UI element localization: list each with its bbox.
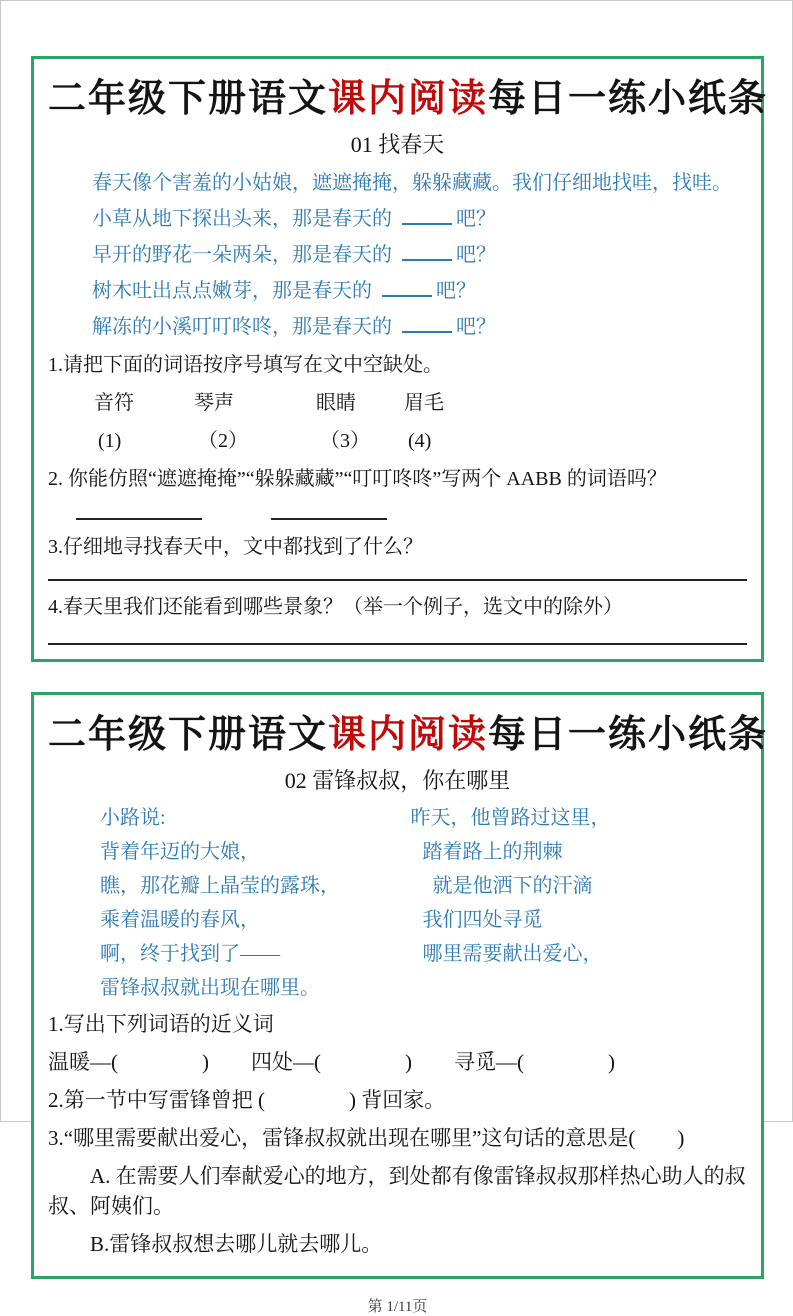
poem-row xyxy=(100,971,747,1000)
question-1: 1.请把下面的词语按序号填写在文中空缺处。 xyxy=(48,354,443,376)
option-b: B.雷锋叔叔想去哪儿就去哪儿。 xyxy=(90,1232,383,1256)
questions-block xyxy=(48,348,747,645)
poem-left: 瞧，那花瓣上晶莹的露珠， xyxy=(100,875,340,897)
lesson-subtitle: 02 雷锋叔叔，你在哪里 xyxy=(284,768,511,793)
passage-line-suffix: 吧？ xyxy=(456,244,496,266)
passage-line-text: 树木吐出点点嫩芽，那是春天的 xyxy=(92,280,372,302)
poem-row xyxy=(100,903,747,932)
question-2: 2. 你能仿照“遮遮掩掩”“躲躲藏藏”“叮叮咚咚”写两个 AABB 的词语吗？ xyxy=(48,468,667,490)
passage-line xyxy=(92,202,747,231)
worksheet-card-2 xyxy=(31,692,769,1279)
poem-left: 雷锋叔叔就出现在哪里。 xyxy=(100,977,320,999)
title-highlight: 课内阅读 xyxy=(328,78,489,120)
word-choices-row xyxy=(48,386,747,415)
page-number: 第 1/11页 xyxy=(367,1299,428,1315)
worksheet-card-1 xyxy=(31,56,769,662)
poem-left: 啊，终于找到了—— xyxy=(100,943,280,965)
passage-line-text: 早开的野花一朵两朵，那是春天的 xyxy=(92,244,392,266)
word-number: （3） xyxy=(320,430,370,452)
question-3: 3.“哪里需要献出爱心，雷锋叔叔就出现在哪里”这句话的意思是( ) xyxy=(48,1126,685,1150)
fill-in-blank xyxy=(402,209,452,225)
word-choice: 眉毛 xyxy=(404,392,444,414)
word-choice: 琴声 xyxy=(194,392,234,414)
lesson-subtitle: 01 找春天 xyxy=(350,132,445,157)
poem-left: 乘着温暖的春风， xyxy=(100,909,260,931)
word-number: (4) xyxy=(408,430,432,452)
question-1: 1.写出下列词语的近义词 xyxy=(48,1012,274,1036)
answer-blank-line xyxy=(271,504,387,520)
poem-row xyxy=(100,835,747,864)
option-a: A. 在需要人们奉献爱心的地方，到处都有像雷锋叔叔那样热心助人的叔叔、阿姨们。 xyxy=(48,1164,746,1218)
passage-line-suffix: 吧？ xyxy=(456,316,496,338)
poem-right: 就是他洒下的汗滴 xyxy=(432,875,593,897)
title-part-1: 二年级下册语文 xyxy=(48,714,329,756)
title-part-3: 每日一练小纸条 xyxy=(488,78,769,120)
title-part-3: 每日一练小纸条 xyxy=(488,714,769,756)
card-title xyxy=(48,67,769,122)
word-choice: 音符 xyxy=(94,392,134,414)
synonyms-fill-line: 温暖—( ) 四处—( ) 寻觅—( ) xyxy=(48,1050,615,1074)
passage-line xyxy=(92,274,747,303)
word-choice: 眼睛 xyxy=(316,392,356,414)
fill-in-blank xyxy=(402,245,452,261)
fill-in-blank xyxy=(382,281,432,297)
poem-left: 背着年迈的大娘， xyxy=(100,841,260,863)
answer-blanks-row xyxy=(48,503,747,521)
poem-right: 踏着路上的荆棘 xyxy=(422,841,563,863)
passage-intro: 春天像个害羞的小姑娘，遮遮掩掩，躲躲藏藏。我们仔细地找哇，找哇。 xyxy=(92,172,732,194)
question-4: 4.春天里我们还能看到哪些景象？（举一个例子，选文中的除外） xyxy=(48,596,623,618)
poem-right: 哪里需要献出爱心， xyxy=(422,943,603,965)
reading-passage xyxy=(48,166,747,339)
passage-line-suffix: 吧？ xyxy=(456,208,496,230)
title-highlight: 课内阅读 xyxy=(328,714,489,756)
poem-right: 昨天，他曾路过这里， xyxy=(410,807,611,829)
word-numbers-row xyxy=(48,424,747,453)
answer-rule-line xyxy=(48,579,747,581)
passage-line-suffix: 吧？ xyxy=(436,280,476,302)
poem-row xyxy=(100,869,747,898)
poem-row xyxy=(100,937,747,966)
poem-right: 我们四处寻觅 xyxy=(422,909,543,931)
title-part-1: 二年级下册语文 xyxy=(48,78,329,120)
answer-blank-line xyxy=(76,504,202,520)
poem-passage xyxy=(48,801,747,1000)
fill-in-blank xyxy=(402,317,452,333)
poem-row xyxy=(100,801,747,830)
passage-line-text: 解冻的小溪叮叮咚咚，那是春天的 xyxy=(92,316,392,338)
passage-line xyxy=(92,310,747,339)
poem-left: 小路说: xyxy=(100,807,166,829)
poem-right xyxy=(411,971,747,1000)
questions-block xyxy=(48,1008,747,1258)
word-number: （2） xyxy=(198,430,248,452)
answer-rule-line xyxy=(48,643,747,645)
passage-line xyxy=(92,238,747,267)
question-3: 3.仔细地寻找春天中，文中都找到了什么？ xyxy=(48,536,423,558)
question-2: 2.第一节中写雷锋曾把 ( ) 背回家。 xyxy=(48,1088,446,1112)
card-title xyxy=(48,703,769,758)
word-number: (1) xyxy=(98,430,122,452)
sheet xyxy=(1,1,792,1316)
passage-line-text: 小草从地下探出头来，那是春天的 xyxy=(92,208,392,230)
